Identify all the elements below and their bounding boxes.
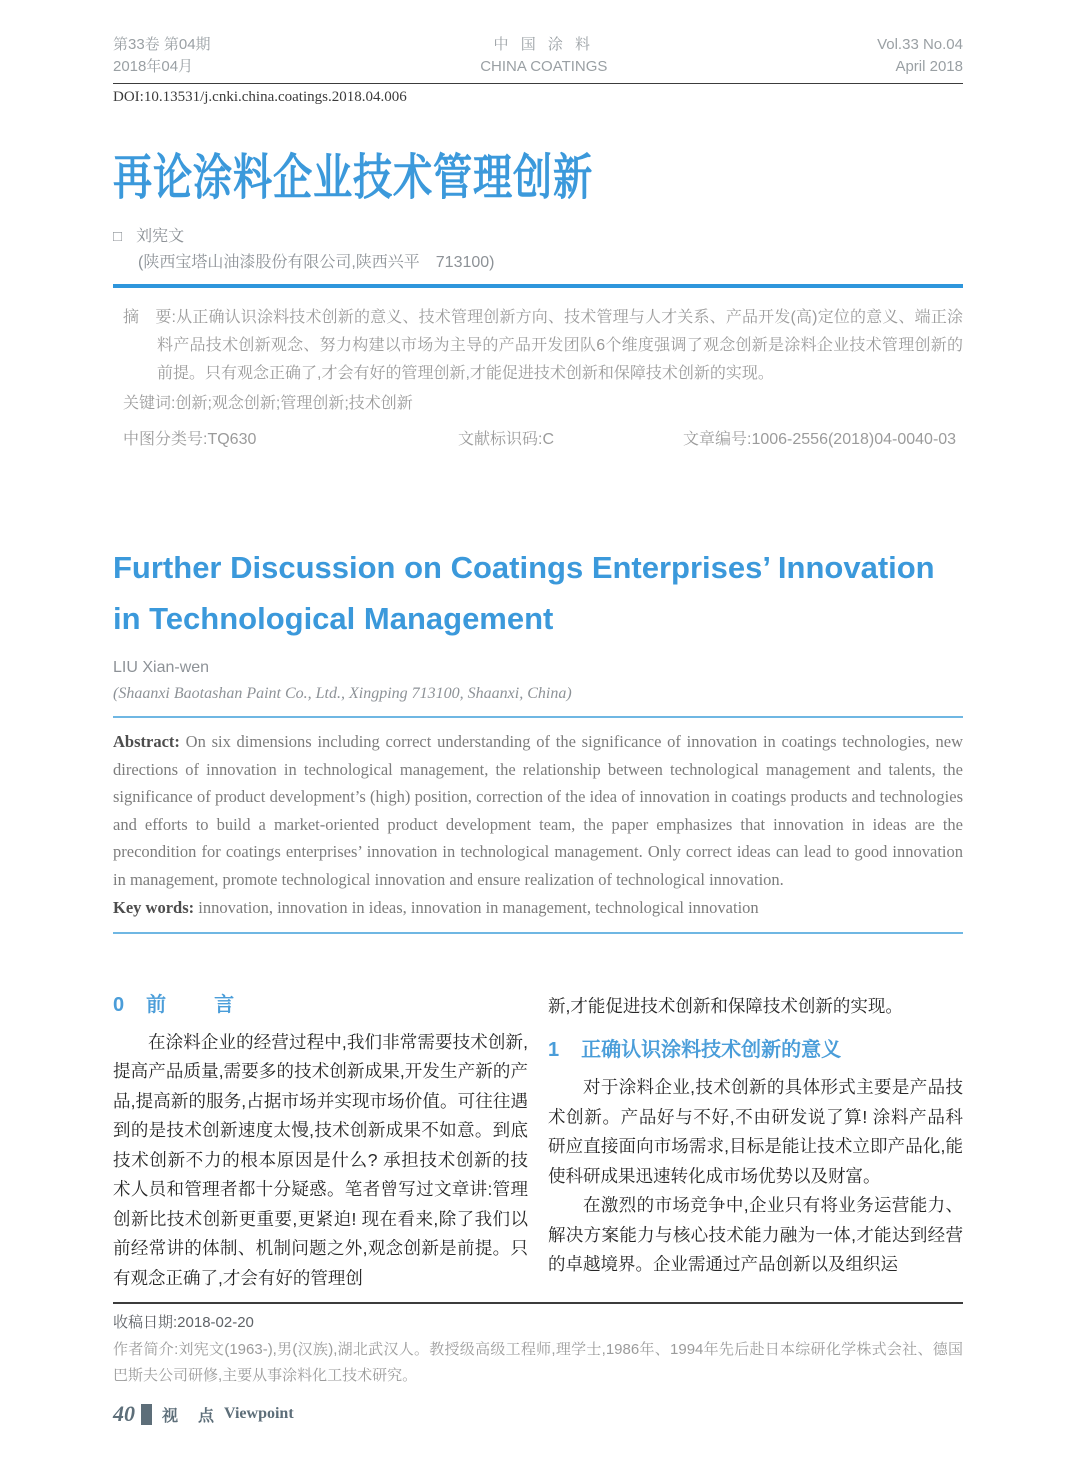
document-code: 文献标识码:C bbox=[458, 431, 555, 448]
abstract-en-label: Abstract: bbox=[113, 732, 180, 751]
affiliation-cn: (陕西宝塔山油漆股份有限公司,陕西兴平 713100) bbox=[138, 254, 495, 271]
article-title-en: Further Discussion on Coatings Enterprises’ Innovation in Technological Management bbox=[113, 550, 935, 636]
author-bio: 作者简介:刘宪文(1963-),男(汉族),湖北武汉人。教授级高级工程师,理学士,1986年、1994年先后赴日本综研化学株式会社、德国巴斯夫公司研修,主要从事涂料化工技术研究。 bbox=[113, 1340, 963, 1384]
footer-block-icon bbox=[141, 1404, 152, 1425]
column-name-cn: 视 点 bbox=[162, 1407, 223, 1425]
author-row bbox=[113, 226, 963, 248]
affiliation-en: (Shaanxi Baotashan Paint Co., Ltd., Xingping 713100, Shaanxi, China) bbox=[113, 685, 572, 702]
abstract-cn bbox=[123, 304, 963, 388]
author-name-cn: 刘宪文 bbox=[136, 228, 185, 245]
page-number: 40 bbox=[113, 1401, 135, 1426]
keywords-cn-label: 关键词: bbox=[123, 395, 176, 412]
doi-line: DOI:10.13531/j.cnki.china.coatings.2018.04.006 bbox=[113, 89, 407, 105]
column-name-en: Viewpoint bbox=[224, 1405, 294, 1422]
footnote-divider bbox=[113, 1302, 963, 1304]
volume-issue-en: Vol.33 No.04 bbox=[877, 36, 963, 53]
abstract-cn-label: 摘 要: bbox=[123, 309, 176, 326]
author-marker-icon: □ bbox=[113, 228, 123, 245]
classification-row bbox=[123, 426, 963, 454]
keywords-cn-text: 创新;观念创新;管理创新;技术创新 bbox=[175, 395, 413, 412]
clc-number: 中图分类号:TQ630 bbox=[123, 431, 257, 448]
received-date: 收稿日期:2018-02-20 bbox=[113, 1314, 254, 1331]
date-cn: 2018年04月 bbox=[113, 58, 194, 75]
title-divider bbox=[113, 284, 963, 288]
keywords-en-text: innovation, innovation in ideas, innovation in management, technological innovation bbox=[198, 898, 759, 917]
article-id: 文章编号:1006-2556(2018)04-0040-03 bbox=[683, 431, 957, 448]
header-divider bbox=[113, 83, 963, 84]
column-left bbox=[113, 992, 528, 1294]
header-vol-info bbox=[877, 34, 963, 78]
footnote-block bbox=[113, 1310, 963, 1390]
keywords-en-label: Key words: bbox=[113, 898, 195, 917]
journal-name-en: CHINA COATINGS bbox=[480, 58, 608, 75]
author-name-en: LIU Xian-wen bbox=[113, 659, 210, 676]
journal-header bbox=[113, 34, 963, 78]
column-right bbox=[548, 992, 963, 1294]
carryover-paragraph: 新,才能促进技术创新和保障技术创新的实现。 bbox=[548, 995, 903, 1016]
date-en: April 2018 bbox=[895, 58, 963, 75]
article-title-cn: 再论涂料企业技术管理创新 bbox=[113, 151, 594, 205]
abstract-cn-text: 从正确认识涂料技术创新的意义、技术管理创新方向、技术管理与人才关系、产品开发(高)定位的意义、端正涂料产品技术创新观念、努力构建以市场为主导的产品开发团队6个维度强调了观念创新是涂料企业技术管理创新的前提。只有观念正确了,才会有好的管理创新,才能促进技术创新和保障技术创新的实现。 bbox=[157, 309, 963, 382]
header-issue-info bbox=[113, 34, 211, 78]
page-footer bbox=[113, 1401, 294, 1427]
volume-issue-cn: 第33卷 第04期 bbox=[113, 36, 211, 53]
abstract-en bbox=[113, 728, 963, 893]
section-0-heading: 0 前 言 bbox=[113, 993, 249, 1016]
abstract-block-cn bbox=[123, 304, 963, 454]
section-1-heading: 1 正确认识涂料技术创新的意义 bbox=[548, 1039, 842, 1061]
section-1-paragraph-2: 在激烈的市场竞争中,企业只有将业务运营能力、解决方案能力与核心技术能力融为一体,才能达到经营的卓越境界。企业需通过产品创新以及组织运 bbox=[548, 1195, 963, 1274]
abstract-en-text: On six dimensions including correct understanding of the significance of innovation in coatings technologies, new directions of innovation in technological management, the relationship between technological management and talents, the significance of product development’s (high) position, correction of the idea of innovation in coatings products and technologies and efforts to build a market-oriented product development team, the paper emphasizes that innovation in ideas are the precondition for coatings enterprises’ innovation in technological management. Only correct ideas can lead to good innovation in management, promote technological innovation and ensure realization of technological innovation. bbox=[113, 732, 963, 889]
journal-name-cn: 中 国 涂 料 bbox=[493, 36, 595, 53]
keywords-en bbox=[113, 894, 963, 922]
journal-title bbox=[480, 34, 607, 78]
english-title-divider bbox=[113, 716, 963, 718]
keywords-cn bbox=[123, 390, 963, 418]
abstract-divider bbox=[113, 932, 963, 934]
section-0-paragraph: 在涂料企业的经营过程中,我们非常需要技术创新,提高产品质量,需要多的技术创新成果,开发生产新的产品,提高新的服务,占据市场并实现市场价值。可往往遇到的是技术创新速度太慢,技术创新成果不如意。到底技术创新不力的根本原因是什么? 承担技术创新的技术人员和管理者都十分疑惑。笔者曾写过文章讲:管理创新比技术创新更重要,更紧迫! 现在看来,除了我们以前经常讲的体制、机制问题之外,观念创新是前提。只有观念正确了,才会有好的管理创 bbox=[113, 1031, 528, 1288]
body-columns bbox=[113, 992, 963, 1294]
english-block bbox=[113, 542, 963, 934]
section-1-paragraph-1: 对于涂料企业,技术创新的具体形式主要是产品技术创新。产品好与不好,不由研发说了算! 涂料产品科研应直接面向市场需求,目标是能让技术立即产品化,能使科研成果迅速转化成市场优势以及财富。 bbox=[548, 1077, 963, 1186]
